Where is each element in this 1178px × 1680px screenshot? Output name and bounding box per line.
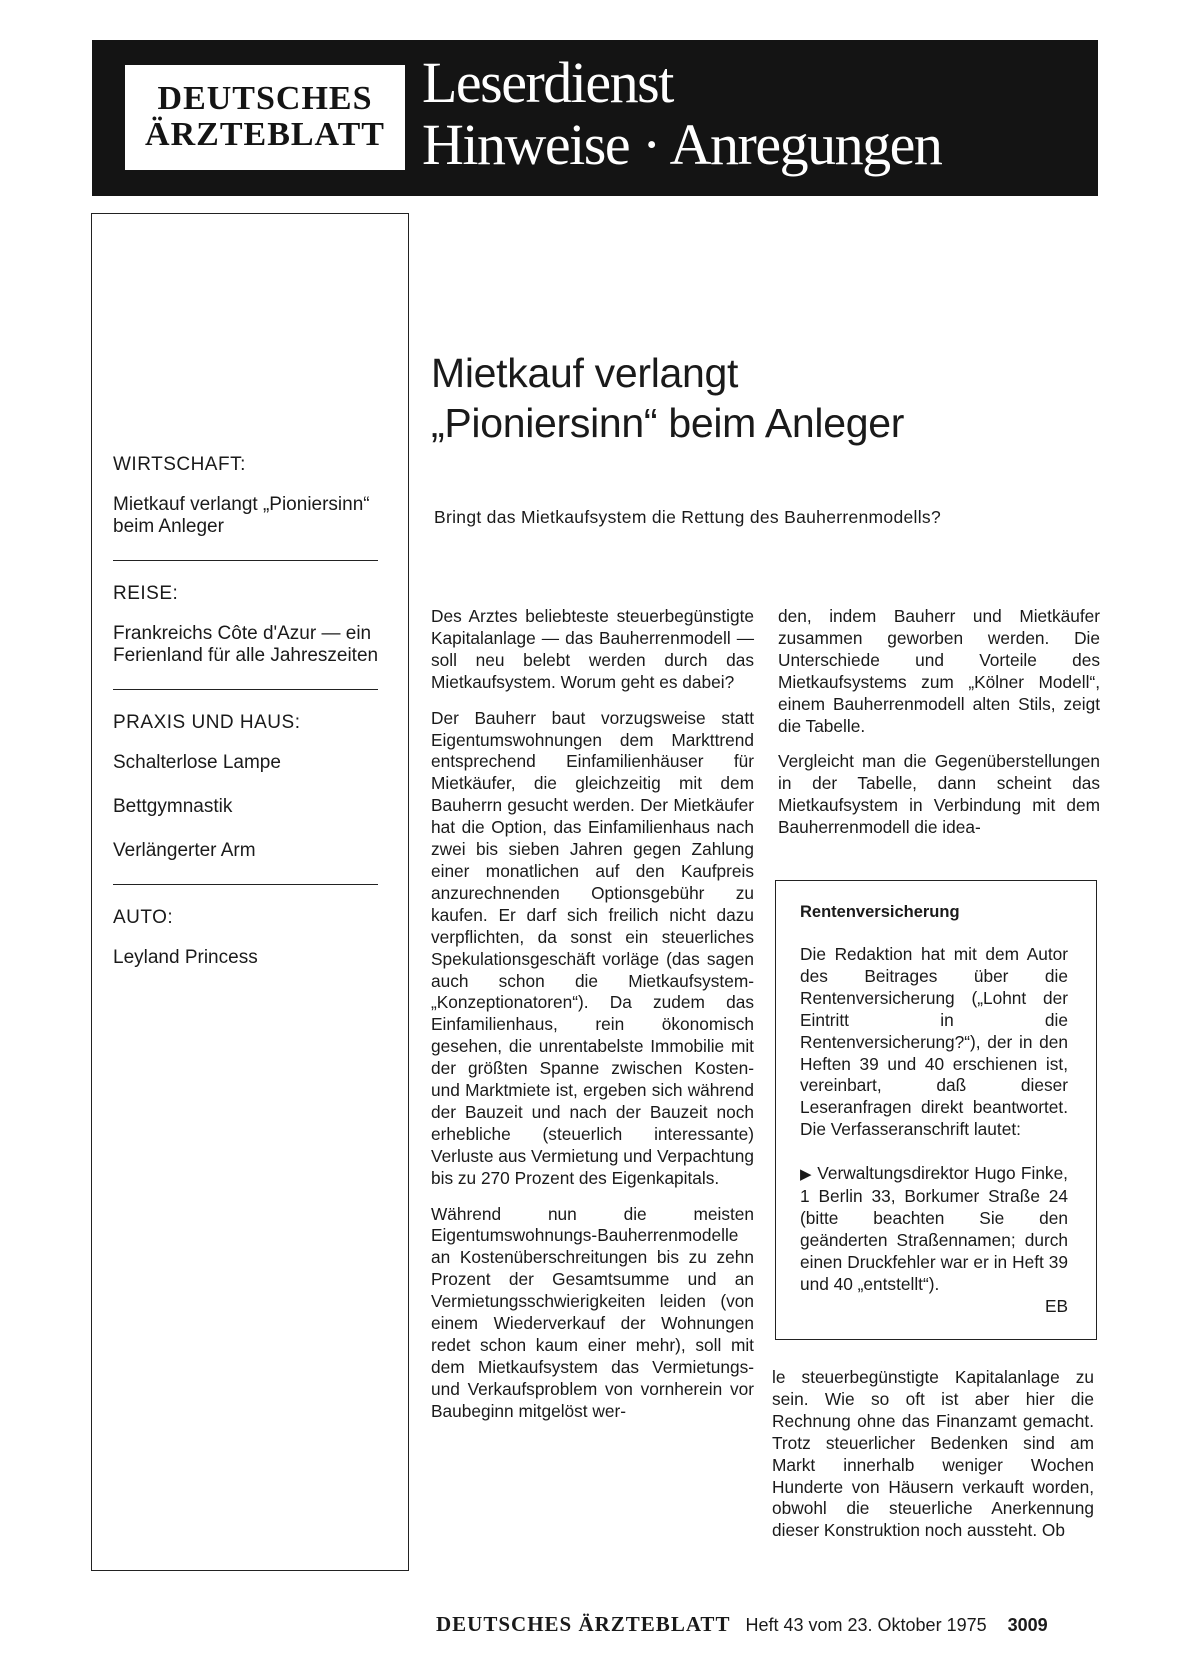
article-paragraph: den, indem Bauherr und Mietkäufer zusammen geworben werden. Die Unterschiede und Vorteile des Mietkaufsystems zum „Kölner Modell“, einem Bauherrenmodell alten Stils, zeigt die Tabelle. — [778, 606, 1100, 736]
footer-issue: Heft 43 vom 23. Oktober 1975 — [745, 1615, 987, 1635]
sidebar-item-bettgymnastik[interactable]: Bettgymnastik — [113, 796, 233, 817]
sidebar-item-mietkauf[interactable]: Mietkauf verlangt „Pioniersinn“ beim Anleger — [113, 494, 370, 537]
section-title — [422, 52, 941, 176]
sidebar-item-leyland[interactable]: Leyland Princess — [113, 947, 258, 968]
logo-line-1: DEUTSCHES — [157, 80, 373, 117]
sidebar-heading-wirtschaft: WIRTSCHAFT: — [113, 454, 246, 475]
article-paragraph: Des Arztes beliebteste steuerbegünstigte Kapitalanlage — das Bauherrenmodell — soll neu belebt werden durch das Mietkaufsystem. Worum geht es dabei? — [431, 606, 754, 692]
pointer-arrow-icon: ▶ — [800, 1166, 813, 1184]
footer-journal-name: DEUTSCHES ÄRZTEBLATT — [436, 1612, 731, 1636]
sidebar-item-lampe[interactable]: Schalterlose Lampe — [113, 752, 281, 773]
section-title-line-2: Hinweise · Anregungen — [422, 112, 942, 177]
sidebar-contents — [113, 454, 383, 991]
article-headline — [431, 348, 1071, 448]
contents-sidebar — [91, 213, 409, 1571]
journal-logo — [125, 65, 405, 170]
article-paragraph: Während nun die meisten Eigentumswohnungs-Bauherrenmodelle an Kostenüberschreitungen bis zu zehn Prozent der Gesamtsumme und an Vermietungsschwierigkeiten leiden (von einem Wiederverkauf der Wohnungen redet schon kaum einer mehr), soll mit dem Mietkaufsystem das Vermietungs- und Verkaufsproblem von vornherein vor Baubeginn mitgelöst wer- — [431, 1203, 754, 1421]
article-subheadline: Bringt das Mietkaufsystem die Rettung des Bauherrenmodells? — [434, 507, 941, 527]
info-box-address-block — [800, 1163, 1068, 1295]
sidebar-heading-praxis: PRAXIS UND HAUS: — [113, 712, 301, 733]
sidebar-heading-reise: REISE: — [113, 583, 179, 604]
sidebar-divider — [113, 560, 378, 561]
info-box-rentenversicherung — [775, 880, 1097, 1340]
info-box-contents — [800, 903, 1068, 1340]
masthead — [92, 40, 1098, 196]
article-paragraph: Vergleicht man die Gegenüberstellungen in der Tabelle, dann scheint das Mietkaufsystem in Verbindung mit dem Bauherrenmodell die idea- — [778, 751, 1100, 838]
article-column-2-bottom — [772, 1367, 1094, 1556]
sidebar-item-frankreich[interactable]: Frankreichs Côte d'Azur — ein Ferienland für alle Jahreszeiten — [113, 623, 379, 666]
section-title-line-1: Leserdienst — [422, 50, 673, 115]
sidebar-item-arm[interactable]: Verlängerter Arm — [113, 840, 256, 861]
info-box-title: Rentenversicherung — [800, 903, 960, 921]
headline-line-2: „Pioniersinn“ beim Anleger — [431, 400, 905, 446]
article-paragraph: Der Bauherr baut vorzugsweise statt Eigentumswohnungen dem Markttrend entsprechend Einfamilienhäuser für Mietkäufer, die gleichzeitig mit dem Bauherrn gesucht werden. Der Mietkäufer hat die Option, das Einfamilienhaus nach zwei bis sieben Jahren gegen Zahlung einer monatlichen auf den Kaufpreis anzurechnenden Optionsgebühr zu kaufen. Er darf sich freilich nicht dazu verpflichten, da sonst ein steuerliches Spekulationsgeschäft vorläge (das sagen auch schon die Mietkaufsystem-„Konzeptionatoren“). Da zudem das Einfamilienhaus, rein ökonomisch gesehen, die unrentabelste Immobilie mit der größten Spanne zwischen Kosten- und Marktmiete ist, ergeben sich während der Bauzeit und nach der Bauzeit noch erhebliche (steuerlich interessante) Verluste aus Vermietung und Verpachtung bis zu 270 Prozent des Eigenkapitals. — [431, 707, 754, 1188]
sidebar-heading-auto: AUTO: — [113, 907, 174, 928]
page-number: 3009 — [1007, 1615, 1048, 1635]
sidebar-divider — [113, 689, 378, 690]
article-paragraph: le steuerbegünstigte Kapitalanlage zu sein. Wie so oft ist aber hier die Rechnung ohne das Finanzamt gemacht. Trotz steuerlicher Bedenken sind am Markt innerhalb weniger Wochen Hunderte von Häusern verkauft worden, obwohl die steuerliche Anerkennung dieser Konstruktion noch aussteht. Ob — [772, 1367, 1094, 1541]
info-box-signature: EB — [1044, 1295, 1068, 1316]
headline-line-1: Mietkauf verlangt — [431, 350, 739, 396]
article-column-1 — [431, 606, 754, 1437]
sidebar-divider — [113, 884, 378, 885]
article-column-2-top — [778, 606, 1100, 853]
info-box-text: Die Redaktion hat mit dem Autor des Beitrages über die Rentenversicherung („Lohnt der Eintritt in die Rentenversicherung?“), der in den Heften 39 und 40 erschienen ist, vereinbart, daß dieser Leseranfragen direkt beantwortet. Die Verfasseranschrift lautet: — [800, 944, 1068, 1140]
page-footer — [436, 1612, 1048, 1637]
info-box-address: Verwaltungsdirektor Hugo Finke, 1 Berlin 33, Borkumer Straße 24 (bitte beachten Sie den geänderten Straßennamen; durch einen Druckfehler war er in Heft 39 und 40 „entstellt“). — [800, 1163, 1068, 1294]
logo-line-2: ÄRZTEBLATT — [145, 116, 385, 153]
